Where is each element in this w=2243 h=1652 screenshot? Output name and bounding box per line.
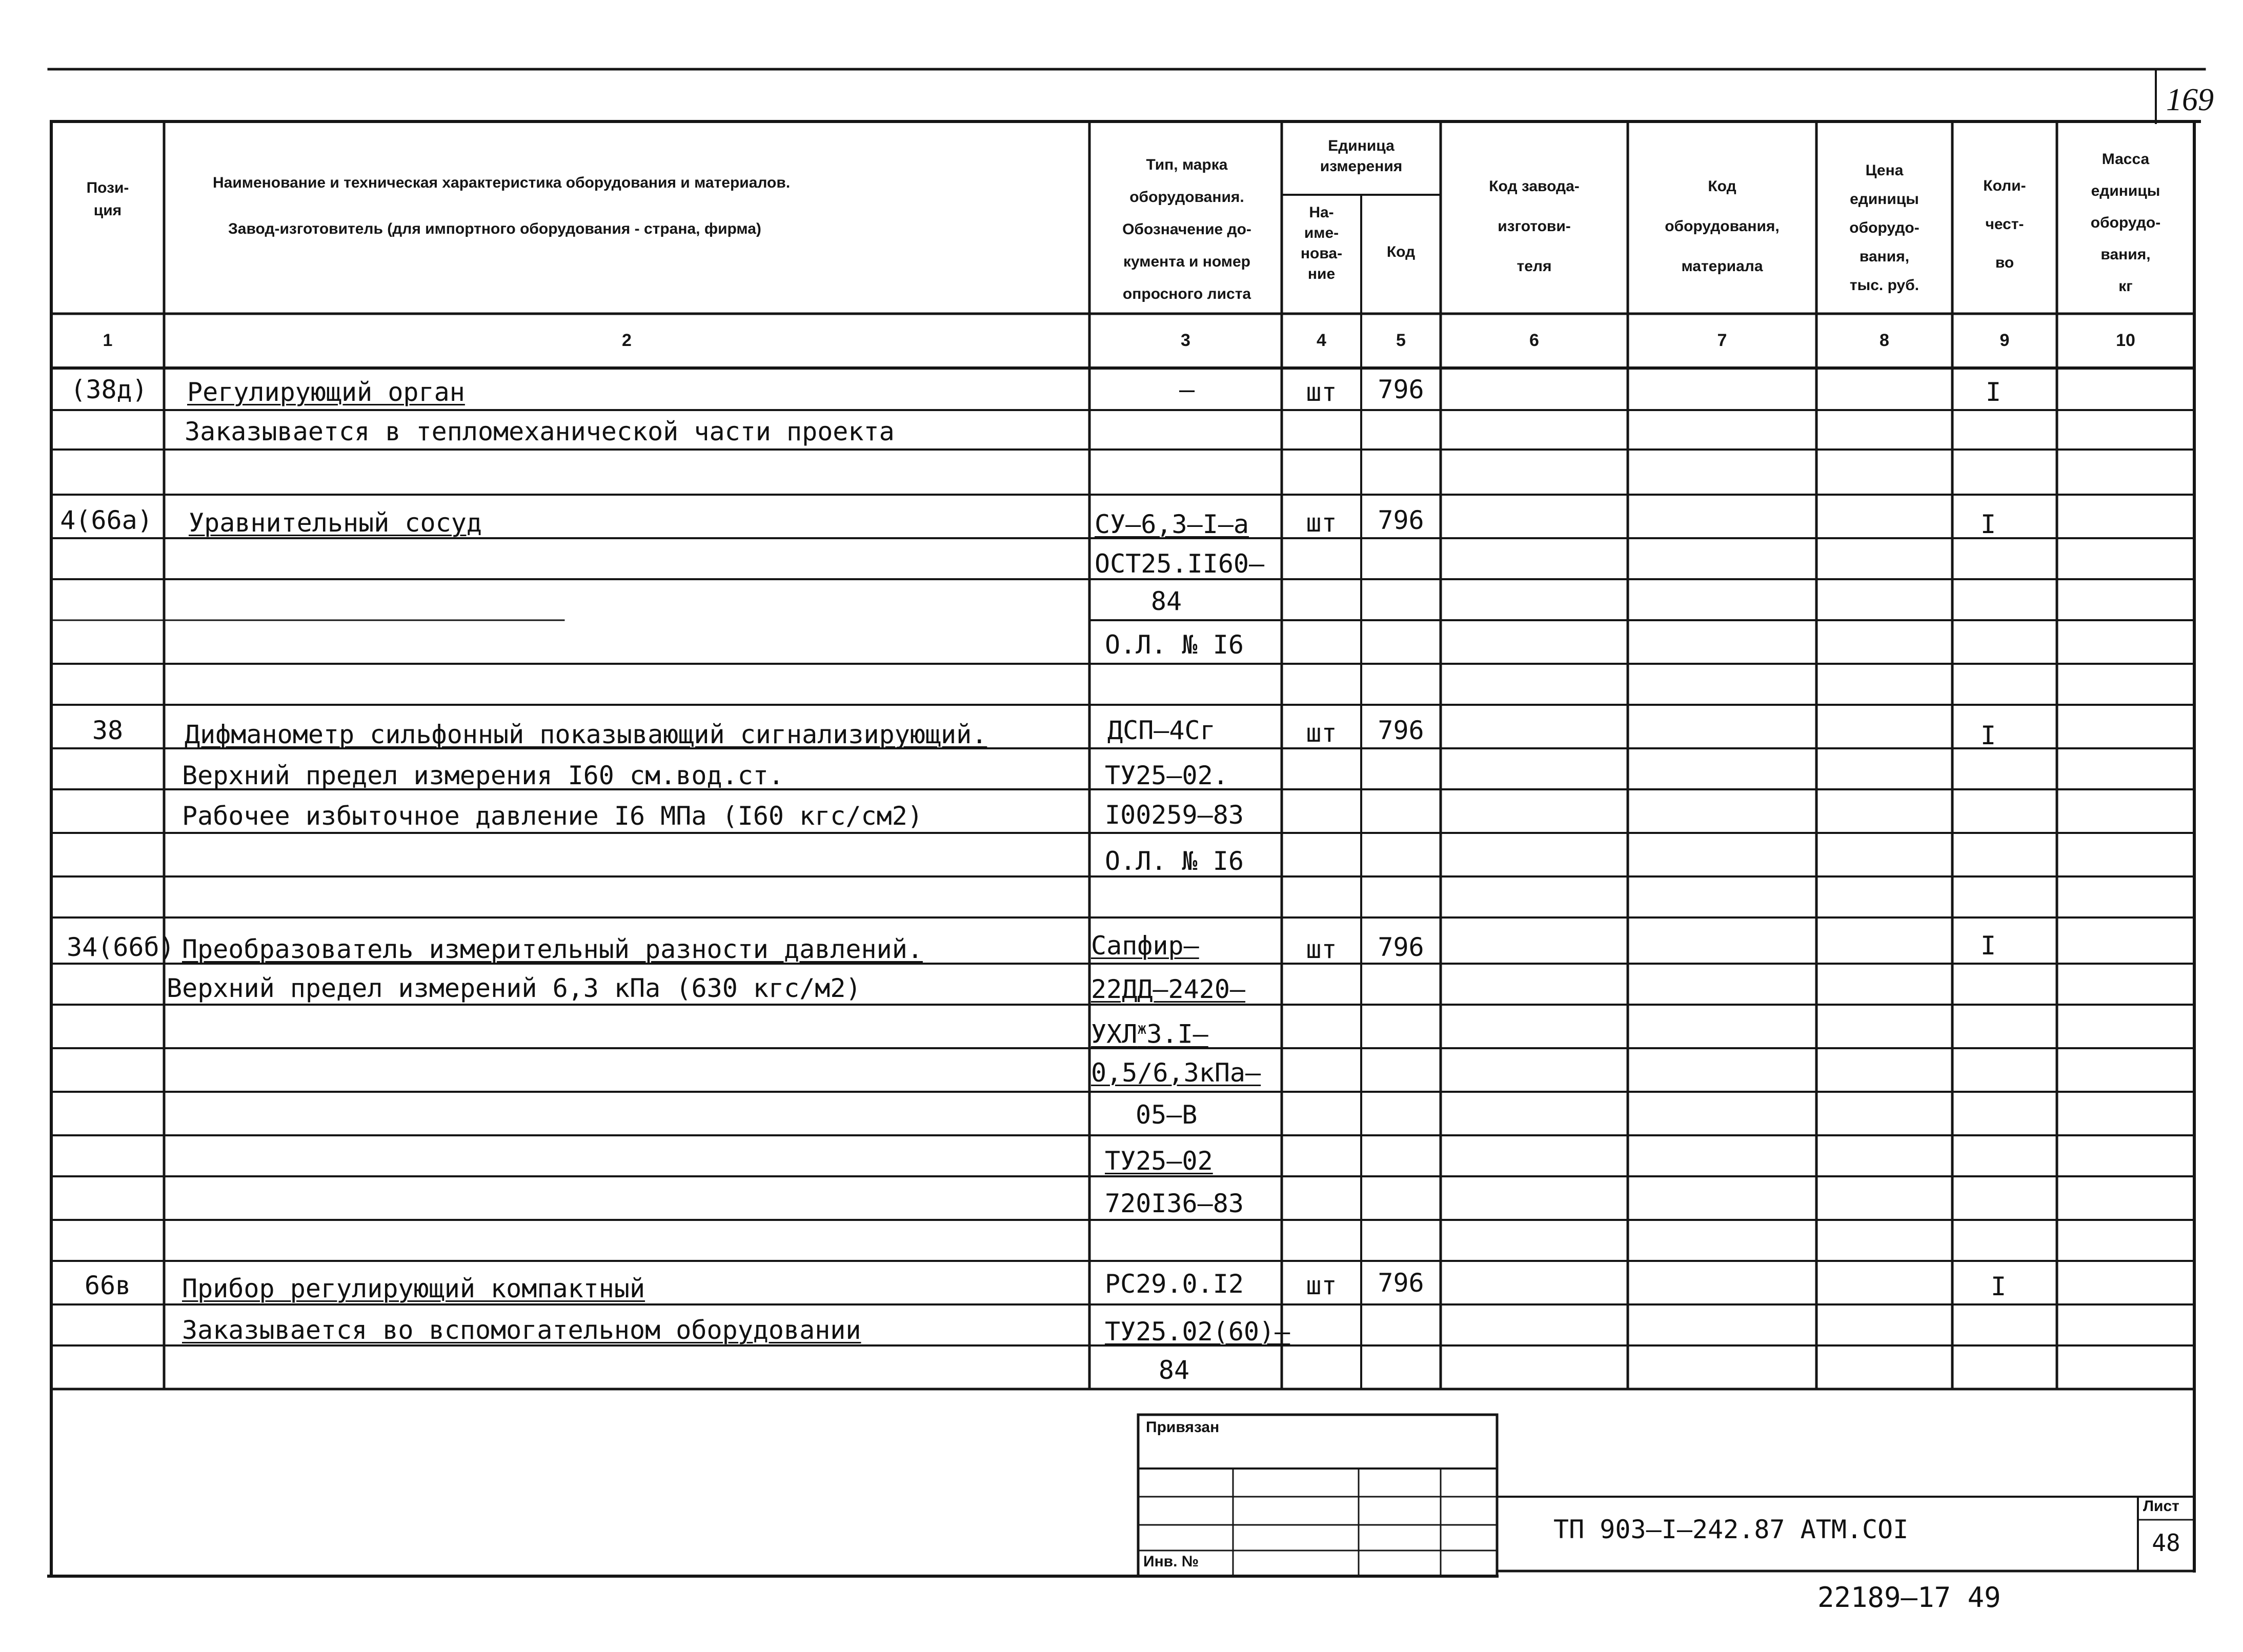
column-number-2: 2 <box>622 331 632 350</box>
header-manufacturer-code: Код завода- изготови- теля <box>1489 178 1580 275</box>
row-name: Заказывается во вспомогательном оборудовании <box>182 1315 861 1345</box>
row-type: РС29.0.I2 <box>1105 1269 1244 1299</box>
header-mass: Масса единицы оборудо- вания, кг <box>2090 151 2161 295</box>
column-number-7: 7 <box>1717 331 1727 350</box>
top-sheet-number: 169 <box>2166 83 2214 117</box>
row-unit: шт <box>1306 508 1337 538</box>
row-type: СУ–6,3–I–а <box>1095 509 1249 539</box>
row-name: Преобразователь измерительный разности давлений. <box>182 934 923 964</box>
document-code: ТП 903–I–242.87 АТМ.СОI <box>1553 1515 1909 1544</box>
column-number-1: 1 <box>103 331 113 350</box>
row-quantity: I <box>1980 509 1996 539</box>
header-price: Цена единицы оборудо- вания, тыс. руб. <box>1849 162 1919 294</box>
row-type: 84 <box>1158 1355 1190 1385</box>
row-type: 720I36–83 <box>1105 1189 1244 1218</box>
row-name: Прибор регулирующий компактный <box>182 1274 645 1303</box>
row-unit-code: 796 <box>1378 1268 1424 1298</box>
column-number-9: 9 <box>1999 331 2010 350</box>
row-type: ДСП–4Сг <box>1107 716 1216 745</box>
header-unit-name: На- име- нова- ние <box>1300 204 1343 282</box>
row-name: Дифманометр сильфонный показывающий сигнализирующий. <box>185 720 987 749</box>
row-type: О.Л. № I6 <box>1105 846 1244 876</box>
row-name: Заказывается в тепломеханической части проекта <box>185 417 895 446</box>
header-type: Тип, марка оборудования. Обозначение до- кумента и номер опросного листа <box>1122 156 1251 302</box>
row-position: 4(66а) <box>60 505 153 535</box>
row-position: 38 <box>92 716 124 745</box>
row-unit-code: 796 <box>1378 716 1424 745</box>
row-name: Верхний предел измерения I60 см.вод.ст. <box>182 761 784 790</box>
row-quantity: I <box>1990 1272 2007 1301</box>
row-type: 84 <box>1150 586 1182 616</box>
row-type: О.Л. № I6 <box>1105 630 1244 660</box>
row-type: ОСТ25.II60– <box>1095 549 1265 579</box>
column-number-8: 8 <box>1880 331 1889 350</box>
row-type: I00259–83 <box>1105 800 1244 830</box>
row-name: Регулирующий орган <box>187 377 465 407</box>
row-type: 22ДД–2420– <box>1091 974 1246 1004</box>
row-unit: шт <box>1306 1271 1337 1300</box>
sheet-label: Лист <box>2143 1498 2179 1515</box>
row-position: 34(66б) <box>67 932 175 962</box>
header-name-line2: Завод-изготовитель (для импортного оборудования - страна, фирма) <box>228 220 761 237</box>
inventory-number-label: Инв. № <box>1143 1553 1199 1570</box>
header-name-line1: Наименование и техническая характеристика оборудования и материалов. <box>213 174 791 191</box>
row-type-with-superscript: $УХЛ^ж3.I-$ <box>1091 1019 1208 1049</box>
sheet-number: 48 <box>2152 1529 2180 1557</box>
row-type: 0,5/6,3кПа– <box>1091 1058 1261 1088</box>
header-unit-code: Код <box>1386 243 1416 260</box>
row-name: Верхний предел измерений 6,3 кПа (630 кгс/м2) <box>167 973 861 1003</box>
row-type: ТУ25–02. <box>1105 761 1228 790</box>
row-unit: шт <box>1306 718 1337 748</box>
row-unit: шт <box>1306 934 1337 964</box>
header-unit-group: Единица измерения <box>1320 137 1403 175</box>
column-number-10: 10 <box>2116 331 2135 350</box>
archive-number: 22189–17 49 <box>1817 1581 2001 1614</box>
row-quantity: I <box>1985 377 2002 407</box>
column-number-4: 4 <box>1317 331 1326 350</box>
row-type: – <box>1179 375 1195 404</box>
row-quantity: I <box>1980 931 1996 961</box>
column-number-3: 3 <box>1181 331 1190 350</box>
column-number-6: 6 <box>1529 331 1539 350</box>
row-type: ТУ25–02 <box>1105 1146 1213 1176</box>
header-position: Пози- ция <box>86 179 129 219</box>
row-unit-code: 796 <box>1378 932 1424 962</box>
row-unit: шт <box>1306 377 1337 407</box>
row-name: Уравнительный сосуд <box>189 508 482 538</box>
row-unit-code: 796 <box>1378 375 1424 404</box>
header-equipment-code: Код оборудования, материала <box>1665 178 1780 275</box>
row-position: 66в <box>84 1271 131 1300</box>
header-quantity: Коли- чест- во <box>1983 177 2026 271</box>
linked-label: Привязан <box>1146 1419 1220 1436</box>
row-type: 05–В <box>1136 1100 1198 1130</box>
row-name: Рабочее избыточное давление I6 МПа (I60 кгс/см2) <box>182 801 923 831</box>
row-unit-code: 796 <box>1378 505 1424 535</box>
row-quantity: I <box>1980 721 1996 750</box>
row-position: (38д) <box>70 375 148 404</box>
row-type: ТУ25.02(60)– <box>1105 1317 1290 1347</box>
row-type: Сапфир– <box>1091 931 1199 961</box>
column-number-5: 5 <box>1396 331 1406 350</box>
